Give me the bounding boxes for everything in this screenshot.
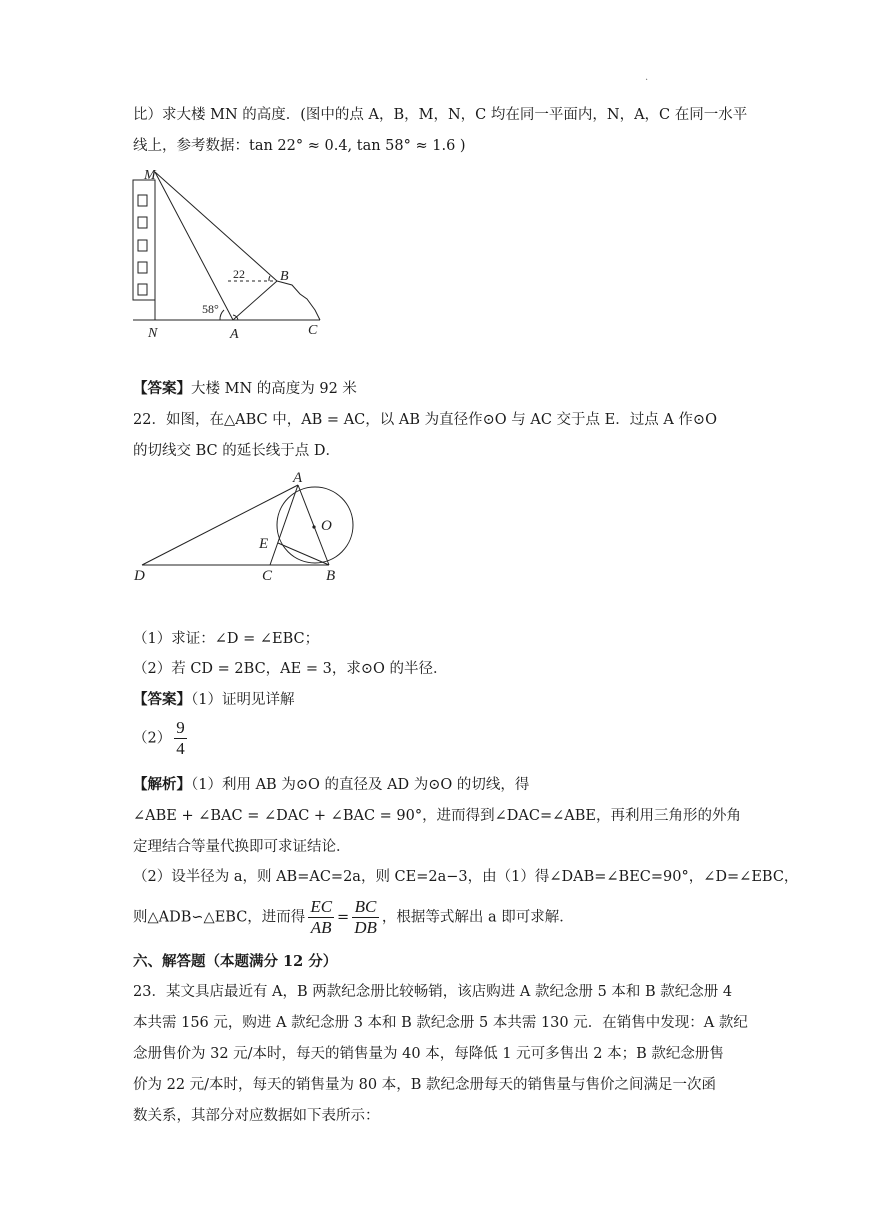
- frac1-num: EC: [310, 897, 333, 916]
- angle-58: 58°: [202, 302, 219, 316]
- label-M: M: [144, 168, 156, 183]
- label-E: E: [259, 536, 269, 552]
- analysis5-suffix: ，根据等式解出 a 即可求解．: [381, 909, 574, 926]
- analysis5-prefix: 则△ADB∽△EBC，进而得: [133, 909, 306, 926]
- frac2-num: BC: [352, 897, 379, 918]
- fraction-bc-db: [352, 897, 379, 938]
- building-figure: [120, 162, 335, 342]
- answer1: （1）证明见详解: [191, 692, 295, 708]
- q22-analysis2: ∠ABE + ∠BAC = ∠DAC + ∠BAC = 90°，进而得到∠DAC=∠ABE，再利用三角形的外角: [133, 808, 741, 824]
- q22-analysis1: [133, 778, 529, 793]
- label-C: C: [308, 323, 318, 338]
- q22-text-line2: 的切线交 BC 的延长线于点 D．: [133, 443, 340, 459]
- label-O: O: [321, 518, 332, 534]
- angle-22: 22: [233, 267, 245, 281]
- frac2-den: DB: [354, 918, 377, 937]
- q21-text-line1: 比）求大楼 MN 的高度．(图中的点 A，B，M，N，C 均在同一平面内，N，A，C 在同一水平: [133, 107, 748, 123]
- q22-answer2: [133, 718, 190, 759]
- q23-line3: 念册售价为 32 元/本时，每天的销售量为 40 本，每降低 1 元可多售出 2 本；B 款纪念册售: [133, 1046, 724, 1062]
- q21-text-line2: 线上，参考数据：tan 22° ≈ 0.4, tan 58° ≈ 1.6 ): [133, 138, 466, 154]
- section-heading: 六、解答题（本题满分 12 分）: [133, 953, 338, 970]
- q23-line5: 数关系，其部分对应数据如下表所示：: [133, 1108, 380, 1124]
- label-A: A: [230, 327, 239, 342]
- equals: =: [337, 909, 350, 926]
- label-N: N: [148, 326, 158, 341]
- answer-tag: 【答案】: [133, 380, 191, 397]
- frac-num: 9: [176, 718, 185, 737]
- frac1-den: AB: [310, 918, 332, 937]
- q23-line2: 本共需 156 元，购进 A 款纪念册 3 本和 B 款纪念册 5 本共需 130 元．在销售中发现：A 款纪: [133, 1015, 748, 1031]
- q22-analysis3: 定理结合等量代换即可求证结论．: [133, 839, 351, 855]
- q22-analysis4: （2）设半径为 a，则 AB=AC=2a，则 CE=2a−3，由（1）得∠DAB=∠BEC=90°，∠D=∠EBC，: [133, 869, 799, 885]
- q21-answer: [133, 382, 357, 397]
- fraction-ec-ab: [308, 897, 334, 938]
- answer-tag: 【答案】: [133, 691, 191, 708]
- q22-part2: （2）若 CD = 2BC，AE = 3，求⊙O 的半径．: [133, 661, 448, 677]
- answer2-fraction: [174, 718, 187, 759]
- answer2-prefix: （2）: [133, 730, 172, 747]
- analysis1-text: （1）利用 AB 为⊙O 的直径及 AD 为⊙O 的切线，得: [191, 777, 530, 793]
- answer-text: 大楼 MN 的高度为 92 米: [191, 381, 357, 397]
- q23-line1: 23．某文具店最近有 A，B 两款纪念册比较畅销，该店购进 A 款纪念册 5 本和 B 款纪念册 4: [133, 984, 733, 1000]
- page-dot: .: [645, 72, 649, 83]
- q22-analysis5: [133, 897, 574, 938]
- label-D: D: [134, 568, 145, 584]
- analysis-tag: 【解析】: [133, 776, 191, 793]
- circle-figure: [128, 470, 363, 585]
- label-B: B: [326, 568, 336, 584]
- q22-text-line1: 22．如图，在△ABC 中，AB = AC，以 AB 为直径作⊙O 与 AC 交于点 E．过点 A 作⊙O: [133, 412, 717, 428]
- label-A: A: [293, 470, 303, 486]
- frac-den: 4: [176, 739, 185, 758]
- q23-line4: 价为 22 元/本时，每天的销售量为 80 本，B 款纪念册每天的销售量与售价之间满足一次函: [133, 1077, 716, 1093]
- label-C: C: [262, 568, 273, 584]
- q22-part1: （1）求证：∠D = ∠EBC；: [133, 631, 320, 647]
- q22-answer: [133, 693, 294, 708]
- label-B: B: [280, 269, 289, 284]
